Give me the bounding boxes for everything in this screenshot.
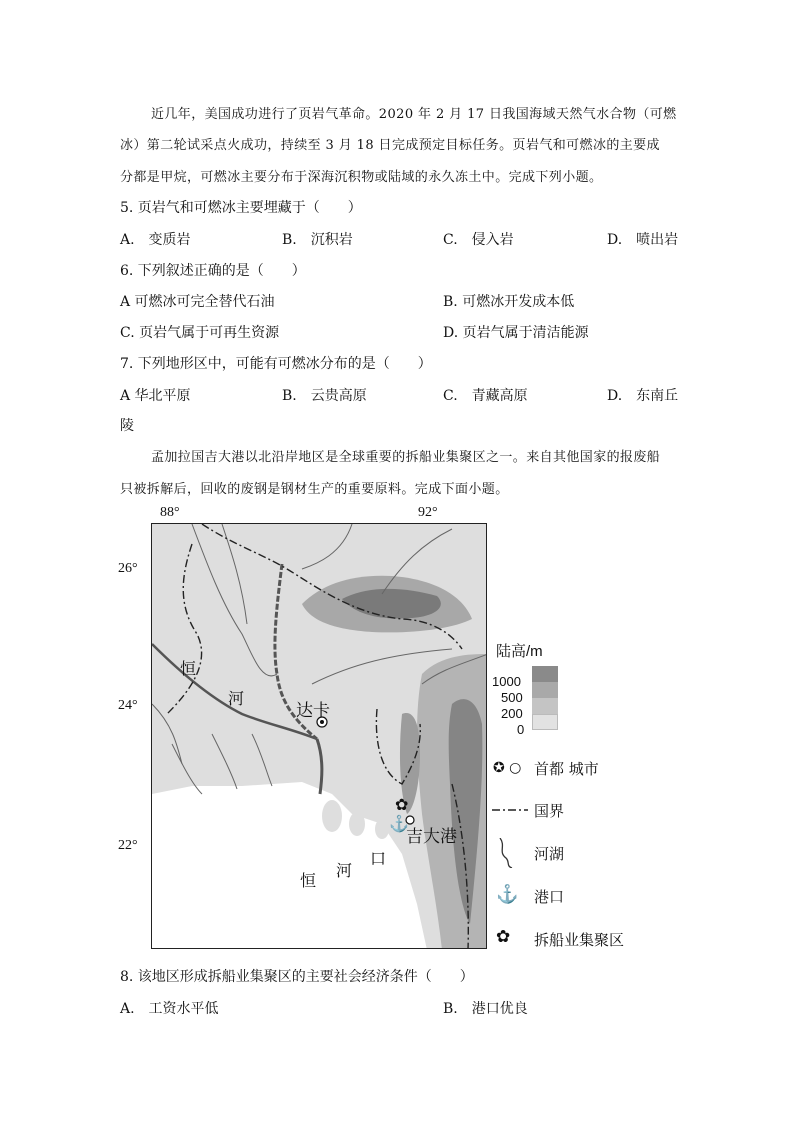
passage1-line3: 分都是甲烷，可燃冰主要分布于深海沉积物或陆域的永久冻土中。完成下列小题。 — [120, 170, 603, 185]
legend-swatch-1000 — [532, 666, 558, 682]
q5-option-a: A. 变质岩 — [120, 232, 191, 248]
q8-option-b: B. 港口优良 — [443, 1001, 528, 1017]
passage1-line1: 近几年，美国成功进行了页岩气革命。2020 年 2 月 17 日我国海域天然气水合物（可燃 — [151, 107, 677, 122]
mouth-label-he: 河 — [336, 861, 353, 880]
shipbreaking-marker-icon: ✿ — [395, 795, 409, 814]
legend-elev-0: 0 — [517, 722, 525, 737]
legend-border-label: 国界 — [534, 802, 565, 820]
q7-option-a: A 华北平原 — [120, 388, 191, 404]
port-anchor-icon: ⚓ — [389, 814, 409, 833]
island-3 — [375, 819, 389, 839]
q5-stem: 5. 页岩气和可燃冰主要埋藏于（ ） — [120, 200, 362, 216]
legend-border-icon — [492, 806, 528, 814]
q6-option-c: C. 页岩气属于可再生资源 — [120, 325, 280, 341]
legend-shipbreaking-label: 拆船业集聚区 — [534, 931, 625, 949]
legend-swatch-500 — [532, 682, 558, 698]
mouth-label-heng: 恒 — [300, 871, 317, 890]
river-label-he: 河 — [228, 689, 245, 708]
q8-option-a: A. 工资水平低 — [120, 1001, 219, 1017]
passage2-line1: 孟加拉国吉大港以北沿岸地区是全球重要的拆船业集聚区之一。来自其他国家的报废船 — [151, 450, 661, 465]
legend-swatch-0 — [532, 714, 558, 730]
passage2-line2: 只被拆解后，回收的废钢是钢材生产的重要原料。完成下面小题。 — [120, 482, 509, 497]
legend-elev-500: 500 — [501, 690, 523, 705]
q6-option-a: A 可燃冰可完全替代石油 — [120, 294, 275, 310]
legend-elev-title: 陆高/m — [496, 643, 543, 660]
legend-capital-city-icon: ✪ ○ — [493, 760, 522, 776]
q7-option-b: B. 云贵高原 — [282, 388, 367, 404]
legend-river-icon — [496, 838, 516, 868]
island-2 — [349, 812, 365, 836]
lat-label-26: 26° — [118, 561, 138, 576]
q6-option-b: B. 可燃冰开发成本低 — [443, 294, 575, 310]
map-drawing — [152, 524, 487, 949]
q6-stem: 6. 下列叙述正确的是（ ） — [120, 263, 306, 279]
lon-label-88: 88° — [160, 505, 180, 520]
lat-label-22: 22° — [118, 838, 138, 853]
port-label-chittagong: 吉大港 — [406, 827, 457, 846]
legend-capital-city-label: 首都 城市 — [534, 760, 599, 778]
q5-option-d: D. 喷出岩 — [607, 232, 679, 248]
legend-port-icon: ⚓ — [496, 884, 519, 905]
map-frame — [151, 523, 487, 949]
q6-option-d: D. 页岩气属于清洁能源 — [443, 325, 589, 341]
island-1 — [322, 800, 342, 832]
legend-elev-200: 200 — [501, 706, 523, 721]
lon-label-92: 92° — [418, 505, 438, 520]
capital-label-dhaka: 达卡 — [296, 701, 330, 720]
q5-option-b: B. 沉积岩 — [282, 232, 353, 248]
legend-shipbreaking-icon: ✿ — [496, 927, 511, 947]
passage1-line2: 冰）第二轮试采点火成功，持续至 3 月 18 日完成预定目标任务。页岩气和可燃冰的主要成 — [120, 138, 660, 153]
q8-stem: 8. 该地区形成拆船业集聚区的主要社会经济条件（ ） — [120, 969, 474, 985]
q5-option-c: C. 侵入岩 — [443, 232, 514, 248]
legend-swatch-200 — [532, 698, 558, 714]
mouth-label-kou: 口 — [370, 849, 387, 868]
q7-option-d: D. 东南丘 — [607, 388, 679, 404]
q7-option-c: C. 青藏高原 — [443, 388, 528, 404]
legend-port-label: 港口 — [534, 888, 565, 906]
q7-stem: 7. 下列地形区中，可能有可燃冰分布的是（ ） — [120, 356, 432, 372]
lat-label-24: 24° — [118, 698, 138, 713]
legend-elev-1000: 1000 — [492, 674, 521, 689]
q7-option-d-wrap: 陵 — [120, 418, 134, 434]
river-label-heng: 恒 — [180, 659, 197, 678]
legend-river-label: 河湖 — [534, 845, 565, 863]
